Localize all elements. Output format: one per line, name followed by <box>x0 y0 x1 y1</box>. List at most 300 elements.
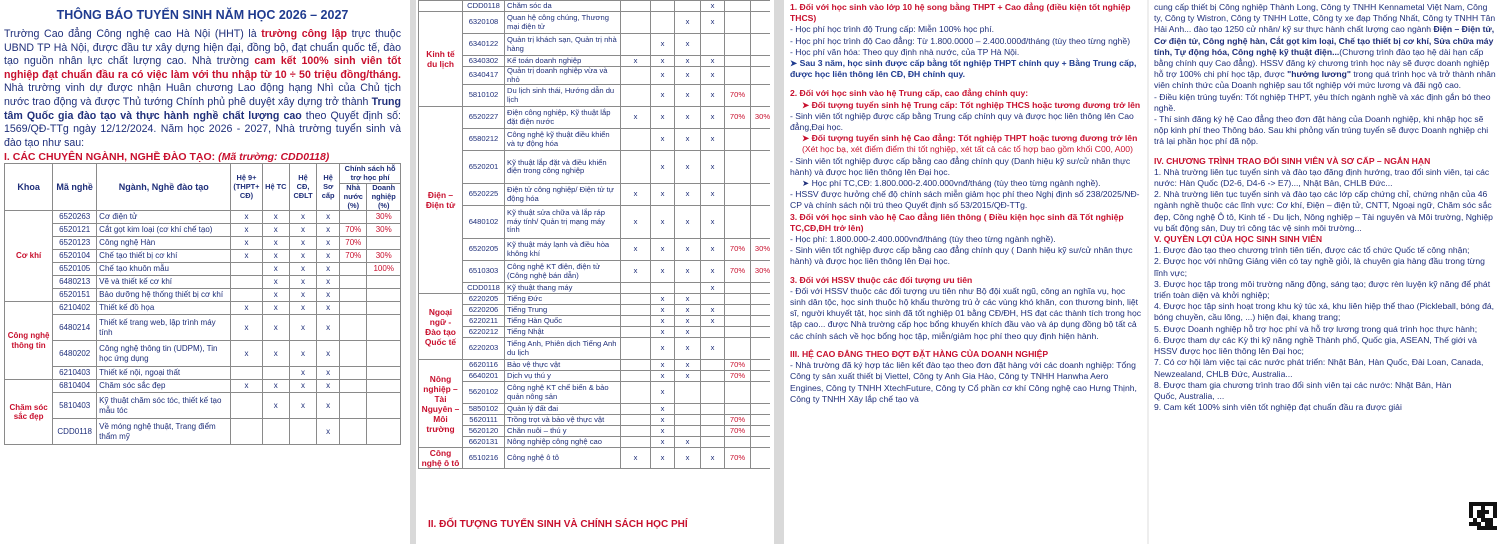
faculty-cell: Cơ khí <box>5 211 53 302</box>
text-line: - Nhà trường đã ký hợp tác liên kết đào tạo theo đơn đặt hàng với các doanh nghiệp: Tổng Công ty sản xuất thiết bị Viettel, Công ty Anh Gia Hào, Công ty TNHH Hanwha Aero Engines, Công ty TNHH XtechFuture, Công ty Cổ phần cơ khí Công nghệ cao Hưng Thịnh, Công ty TNHH Xây lắp chế tạo và <box>790 360 1137 404</box>
level-mark: x <box>651 184 675 206</box>
program-code: 6510303 <box>463 261 505 283</box>
level-mark <box>621 12 651 34</box>
level-mark <box>621 382 651 404</box>
program-code: CDD0118 <box>463 1 505 12</box>
tuition-support <box>751 316 771 327</box>
text-line: 4. Được học tập sinh hoạt trong khu ký túc xá, khu liên hiệp thể thao (Pickleball, bóng đá, bóng chuyền, cầu lông, ...) hiện đại, khang trang; <box>1154 301 1495 323</box>
level-mark: x <box>701 316 725 327</box>
level-mark <box>651 12 675 34</box>
program-name: Công nghệ thông tin (UDPM), Tin học ứng dụng <box>97 341 231 367</box>
tuition-support <box>725 129 751 151</box>
level-mark: x <box>289 380 316 393</box>
section-heading: I. CÁC CHUYÊN NGÀNH, NGHỀ ĐÀO TẠO: (Mã trường: CDD0118) <box>4 151 330 164</box>
page-3 <box>786 0 1146 544</box>
level-mark: x <box>675 294 701 305</box>
tuition-support <box>751 382 771 404</box>
level-mark <box>621 338 651 360</box>
table-row <box>419 12 771 34</box>
tuition-support <box>340 315 367 341</box>
tuition-support <box>725 1 751 12</box>
tuition-support <box>751 360 771 371</box>
table-row <box>419 85 771 107</box>
table-row <box>419 206 771 239</box>
text-line: - Thí sinh đăng ký hệ Cao đẳng theo đơn đặt hàng của Doanh nghiệp, khi nhập học sẽ nộp kinh phí theo Thông báo. Sau khi phỏng vấn trúng tuyển sẽ được Doanh nghiệp chi trả lại phần học phí đã nộp. <box>1154 114 1489 147</box>
faculty-cell: Kinh tế du lịch <box>419 12 463 107</box>
level-mark: x <box>651 67 675 85</box>
level-mark <box>621 426 651 437</box>
program-name: Cắt gọt kim loại (cơ khí chế tạo) <box>97 224 231 237</box>
level-mark: x <box>701 107 725 129</box>
tuition-support <box>751 371 771 382</box>
level-mark: x <box>262 289 289 302</box>
tuition-support: 70% <box>340 237 367 250</box>
text-line: cung cấp thiết bị Công nghiệp Thành Long, Công ty TNHH Kennametal Việt Nam, Công ty, Công ty Wistron, Công ty TNHH Lotte, Công ty xe đạp Thống Nhất, Công ty TNHH Tân Hải Anh... đào tạo 1250 cử nhân/ kỹ sư thực hành chất lượng cao ngành <box>1154 2 1496 35</box>
level-mark: x <box>317 380 340 393</box>
level-mark <box>701 426 725 437</box>
col-tc: Hệ TC <box>262 164 289 211</box>
subheading: ➤ Đối tượng tuyển sinh hệ Trung cấp: Tốt nghiệp THCS hoặc tương đương trở lên <box>802 99 1141 110</box>
text-line: - Đối với HSSV thuộc các đối tượng ưu tiên như Bộ đội xuất ngũ, công an nghĩa vụ, học sinh dân tộc, học sinh thuộc hộ khẩu thường trú ở các vùng khó khăn, con thương binh, liệt sĩ, người khuyết tật, học sinh đã tốt nghiệp 01 bằng CĐ/ĐH, HS đạt các thành tích trong học tập cao... được Nhà trường cấp học bổng khuyến khích đầu vào và áp dụng đồng bộ tất cả các chính sách về học bổng học tập, miễn/giảm học phí theo quy định hiện hành. <box>790 285 1142 341</box>
program-code: 6520121 <box>53 224 97 237</box>
program-code: 6520105 <box>53 263 97 276</box>
level-mark: x <box>231 237 262 250</box>
program-code: 6480102 <box>463 206 505 239</box>
level-mark <box>701 360 725 371</box>
tuition-support: 70% <box>725 239 751 261</box>
program-name: Chế tạo thiết bị cơ khí <box>97 250 231 263</box>
program-name: Tiếng Đức <box>505 294 621 305</box>
tuition-support <box>367 393 401 419</box>
level-mark <box>621 85 651 107</box>
table-row <box>419 34 771 56</box>
program-code: 6520263 <box>53 211 97 224</box>
level-mark: x <box>262 224 289 237</box>
tuition-support <box>751 67 771 85</box>
tuition-support <box>367 289 401 302</box>
level-mark: x <box>262 302 289 315</box>
tuition-support <box>751 206 771 239</box>
tuition-support: 70% <box>340 224 367 237</box>
tuition-support <box>751 129 771 151</box>
level-mark <box>621 404 651 415</box>
level-mark: x <box>701 129 725 151</box>
level-mark: x <box>651 129 675 151</box>
program-code: 6220205 <box>463 294 505 305</box>
tuition-support: 30% <box>367 224 401 237</box>
level-mark: x <box>289 315 316 341</box>
text-line: (Chương trình đào tạo hệ dài hạn cấp bằng chính quy Cao đẳng). HSSV đăng ký chương trình học này sẽ được doanh nghiệp hỗ trợ 100% chi phí học tập, được <box>1154 46 1490 80</box>
table-row <box>419 415 771 426</box>
program-name: Công nghệ KT chế biến & bảo quản nông sản <box>505 382 621 404</box>
level-mark: x <box>675 371 701 382</box>
level-mark: x <box>651 34 675 56</box>
program-code: 6520227 <box>463 107 505 129</box>
level-mark: x <box>289 250 316 263</box>
program-name: Tiếng Hàn Quốc <box>505 316 621 327</box>
program-name: Dịch vụ thú y <box>505 371 621 382</box>
tuition-support <box>725 206 751 239</box>
level-mark: x <box>317 367 340 380</box>
level-mark: x <box>701 239 725 261</box>
tuition-support <box>340 263 367 276</box>
program-code: 6220212 <box>463 327 505 338</box>
table-row <box>5 393 401 419</box>
program-code: 6220203 <box>463 338 505 360</box>
tuition-support <box>367 341 401 367</box>
program-name: Công nghệ Hàn <box>97 237 231 250</box>
program-code: 5620102 <box>463 382 505 404</box>
table-row <box>5 211 401 224</box>
program-name: Kỹ thuật lắp đặt và điều khiển điện trong công nghiệp <box>505 151 621 184</box>
tuition-support <box>751 327 771 338</box>
tuition-support <box>751 85 771 107</box>
tuition-support <box>340 380 367 393</box>
program-name: Điện tử công nghiệp/ Điện tử tự động hóa <box>505 184 621 206</box>
level-mark: x <box>675 360 701 371</box>
table-row <box>419 283 771 294</box>
level-mark <box>701 437 725 448</box>
level-mark: x <box>262 393 289 419</box>
table-row <box>419 184 771 206</box>
tuition-support <box>340 289 367 302</box>
tuition-support <box>725 294 751 305</box>
tuition-support <box>751 56 771 67</box>
program-code: 6480202 <box>53 341 97 367</box>
tuition-support: 30% <box>367 250 401 263</box>
level-mark: x <box>262 263 289 276</box>
program-name: Du lịch sinh thái, Hướng dẫn du lịch <box>505 85 621 107</box>
level-mark: x <box>701 448 725 469</box>
text-line: - Học phí học trình độ Cao đẳng: Từ 1.800.0000 – 2.400.000đ/tháng (tùy theo từng nghề) <box>790 35 1131 46</box>
level-mark: x <box>675 437 701 448</box>
level-mark: x <box>231 211 262 224</box>
level-mark <box>262 367 289 380</box>
level-mark: x <box>262 250 289 263</box>
program-code: 6520201 <box>463 151 505 184</box>
program-code: 6320108 <box>463 12 505 34</box>
level-mark: x <box>289 289 316 302</box>
level-mark: x <box>289 276 316 289</box>
faculty-cell: Công nghệ thông tin <box>5 302 53 380</box>
faculty-cell: Ngoại ngữ - Đào tạo Quốc tế <box>419 294 463 360</box>
intro-text: theo Quyết định số: 1569/QĐ-TTg ngày 12/12/2024. Năm học 2026 - 2027, Nhà trường tuyển sinh và đào tạo như sau: <box>4 109 401 149</box>
programs-table-continued <box>418 0 770 469</box>
level-mark: x <box>675 34 701 56</box>
level-mark <box>675 382 701 404</box>
tuition-support <box>725 437 751 448</box>
text-line: - HSSV được hưởng chế độ chính sách miễn giảm học phí theo Nghị định số 238/2025/NĐ-CP và chính sách nội trú theo Quyết định số 53/2015/QĐ-TTg. <box>790 189 1140 211</box>
table-row <box>419 327 771 338</box>
program-name: Tiếng Nhật <box>505 327 621 338</box>
faculty-cell: Chăm sóc sắc đẹp <box>5 380 53 445</box>
tuition-support: 70% <box>725 415 751 426</box>
text-line: 7. Có cơ hội làm việc tại các nước phát triển: Nhật Bản, Hàn Quốc, Đài Loan, Canada, Newzealand, CHLB Đức, Australia... <box>1154 357 1484 379</box>
level-mark: x <box>651 327 675 338</box>
level-mark: x <box>289 302 316 315</box>
level-mark: x <box>701 305 725 316</box>
program-name: Về móng nghệ thuật, Trang điểm thẩm mỹ <box>97 419 231 445</box>
level-mark: x <box>651 371 675 382</box>
tuition-support: 30% <box>751 107 771 129</box>
program-name: Chăm sóc da <box>505 1 621 12</box>
level-mark: x <box>262 341 289 367</box>
tuition-support <box>751 338 771 360</box>
program-code: 6620116 <box>463 360 505 371</box>
table-row <box>5 276 401 289</box>
program-name: Thiết kế trang web, lập trình máy tính <box>97 315 231 341</box>
level-mark: x <box>701 67 725 85</box>
table-row <box>5 289 401 302</box>
program-name: Kỹ thuật thang máy <box>505 283 621 294</box>
level-mark: x <box>701 1 725 12</box>
level-mark: x <box>675 151 701 184</box>
level-mark: x <box>675 12 701 34</box>
level-mark: x <box>651 151 675 184</box>
program-name: Kỹ thuật chăm sóc tóc, thiết kế tạo mẫu tóc <box>97 393 231 419</box>
tuition-support <box>340 211 367 224</box>
level-mark: x <box>675 107 701 129</box>
program-name: Công nghệ KT điện, điện tử (Công nghệ bán dẫn) <box>505 261 621 283</box>
table-row <box>419 338 771 360</box>
level-mark: x <box>289 367 316 380</box>
heading-section-iii: III. HỆ CAO ĐẲNG THEO ĐỢT ĐẶT HÀNG CỦA DOANH NGHIỆP <box>790 348 1049 359</box>
level-mark: x <box>317 263 340 276</box>
tuition-support <box>751 305 771 316</box>
level-mark: x <box>621 261 651 283</box>
table-row <box>419 437 771 448</box>
faculty-cell: Nông nghiệp – Tài Nguyên – Môi trường <box>419 360 463 448</box>
program-name: Quan hệ công chúng, Thương mại điện tử <box>505 12 621 34</box>
tuition-support: 100% <box>367 263 401 276</box>
tuition-support <box>725 67 751 85</box>
program-name: Chăn nuôi – thú y <box>505 426 621 437</box>
tuition-support <box>340 419 367 445</box>
program-name: Quản lý đất đai <box>505 404 621 415</box>
level-mark: x <box>317 250 340 263</box>
level-mark: x <box>231 380 262 393</box>
level-mark: x <box>675 305 701 316</box>
level-mark: x <box>701 283 725 294</box>
tuition-support <box>340 276 367 289</box>
level-mark <box>621 151 651 184</box>
level-mark: x <box>651 448 675 469</box>
level-mark <box>675 404 701 415</box>
table-row <box>5 302 401 315</box>
level-mark <box>262 419 289 445</box>
level-mark: x <box>317 315 340 341</box>
page-1 <box>0 0 405 544</box>
tuition-support: 70% <box>725 371 751 382</box>
text-line: - Sinh viên tốt nghiệp được cấp bằng cao đẳng chính quy ( Danh hiệu kỹ sư/cử nhân thực hành) và được học liên thông lên Đại học. <box>790 245 1133 267</box>
program-code: 6520151 <box>53 289 97 302</box>
level-mark: x <box>262 315 289 341</box>
program-code: 6220211 <box>463 316 505 327</box>
program-name: Bảo vệ thực vật <box>505 360 621 371</box>
text-line: 6. Được tham dự các Kỳ thi kỹ năng nghề Thành phố, Quốc gia, ASEAN, Thế giới và HSSV được học liên thông lên Đại học; <box>1154 334 1477 357</box>
level-mark <box>701 294 725 305</box>
tuition-support <box>751 184 771 206</box>
tuition-support <box>751 448 771 469</box>
level-mark: x <box>675 85 701 107</box>
program-name: Chế tạo khuôn mẫu <box>97 263 231 276</box>
col-doanh-nghiep: Doanh nghiệp (%) <box>367 184 401 211</box>
program-name: Công nghệ kỹ thuật điều khiển và tự động hóa <box>505 129 621 151</box>
level-mark <box>231 263 262 276</box>
program-code: 5850102 <box>463 404 505 415</box>
program-name: Tiếng Trung <box>505 305 621 316</box>
level-mark: x <box>675 56 701 67</box>
program-name: Tiếng Anh, Phiên dịch Tiếng Anh du lịch <box>505 338 621 360</box>
heading-section-v: V. QUYỀN LỢI CỦA HỌC SINH SINH VIÊN <box>1154 234 1323 245</box>
table-row <box>5 341 401 367</box>
level-mark: x <box>262 211 289 224</box>
level-mark: x <box>701 338 725 360</box>
level-mark: x <box>317 419 340 445</box>
tuition-support <box>751 404 771 415</box>
col-chinh-sach: Chính sách hỗ trợ học phí <box>340 164 401 184</box>
text-line: 2. Được học với những Giảng viên có tay nghề giỏi, là chuyên gia hàng đầu trong từng lĩnh vực; <box>1154 256 1485 278</box>
level-mark <box>675 283 701 294</box>
level-mark: x <box>651 206 675 239</box>
level-mark: x <box>231 224 262 237</box>
level-mark: x <box>701 151 725 184</box>
faculty-cell <box>419 1 463 12</box>
text-line: 2. Nhà trường liên tục tuyển sinh và đào tạo các lớp cấp chứng chỉ, chứng nhận của 46 ngành nghề thuộc các lĩnh vực: Cơ khí, Điện – điện tử, CNTT, Ngoại ngữ, Chăm sóc sắc đẹp, Công nghệ Ô tô, Kinh tế - Du lịch, Nông nghiệp – Tài nguyên và Môi trường, Nghiệp vụ bất động sản, Duy trì công tác vệ sinh môi trường... <box>1154 189 1493 233</box>
tuition-support <box>367 302 401 315</box>
table-row <box>419 294 771 305</box>
tuition-support <box>340 302 367 315</box>
heading-tc-cd: 2. Đối với học sinh vào hệ Trung cấp, cao đẳng chính quy: <box>790 88 1029 99</box>
tuition-support: 70% <box>340 250 367 263</box>
col-cd: Hệ CĐ, CĐLT <box>289 164 316 211</box>
program-name: Cơ điện tử <box>97 211 231 224</box>
tuition-support <box>751 12 771 34</box>
program-code: 6480214 <box>53 315 97 341</box>
table-row <box>419 67 771 85</box>
tuition-support <box>367 237 401 250</box>
program-name: Trồng trọt và bảo vệ thực vật <box>505 415 621 426</box>
subheading: ➤ Đối tượng tuyển sinh hệ Cao đẳng: Tốt nghiệp THPT hoặc tương đương trở lên <box>802 133 1138 144</box>
page-2 <box>418 0 770 544</box>
level-mark: x <box>651 305 675 316</box>
level-mark: x <box>621 239 651 261</box>
level-mark <box>701 404 725 415</box>
tuition-support <box>725 12 751 34</box>
tuition-support <box>725 327 751 338</box>
level-mark <box>231 419 262 445</box>
program-code: 6620131 <box>463 437 505 448</box>
tuition-support <box>725 382 751 404</box>
table-row <box>419 107 771 129</box>
program-code: 6220206 <box>463 305 505 316</box>
level-mark: x <box>289 341 316 367</box>
program-code: 6520205 <box>463 239 505 261</box>
tuition-support: 70% <box>725 261 751 283</box>
intro-highlight: trường công lập <box>261 28 347 40</box>
level-mark <box>651 283 675 294</box>
level-mark: x <box>289 211 316 224</box>
table-row <box>419 448 771 469</box>
text-line: 8. Được tham gia chương trình trao đổi sinh viên tại các nước: Nhật Bản, Hàn Quốc, Australia, ... <box>1154 379 1452 401</box>
tuition-support: 70% <box>725 426 751 437</box>
program-name: Vẽ và thiết kế cơ khí <box>97 276 231 289</box>
level-mark <box>675 415 701 426</box>
level-mark: x <box>675 239 701 261</box>
table-row <box>419 316 771 327</box>
text-line: trong quá trình học và trở thành nhân viên chính thức của Doanh nghiệp sau tốt nghiệp với mức lương và đãi ngộ cao. <box>1154 69 1496 91</box>
level-mark: x <box>675 184 701 206</box>
program-name: Công nghệ ô tô <box>505 448 621 469</box>
table-row <box>419 151 771 184</box>
level-mark: x <box>651 316 675 327</box>
level-mark: x <box>317 341 340 367</box>
level-mark <box>621 316 651 327</box>
table-row <box>419 239 771 261</box>
level-mark: x <box>651 426 675 437</box>
faculty-cell: Công nghệ ô tô <box>419 448 463 469</box>
level-mark <box>701 371 725 382</box>
program-name: Điện công nghiệp, Kỹ thuật lắp đặt điện nước <box>505 107 621 129</box>
level-mark: x <box>621 56 651 67</box>
program-code: 6210402 <box>53 302 97 315</box>
program-name: Chăm sóc sắc đẹp <box>97 380 231 393</box>
level-mark: x <box>651 338 675 360</box>
table-row <box>419 371 771 382</box>
col-he9: Hệ 9+ (THPT+ CĐ) <box>231 164 262 211</box>
qr-code-icon[interactable] <box>1469 502 1497 530</box>
section-ii-heading: II. ĐỐI TƯỢNG TUYỂN SINH VÀ CHÍNH SÁCH HỌC PHÍ <box>428 519 688 530</box>
level-mark <box>621 129 651 151</box>
level-mark: x <box>262 237 289 250</box>
faculty-cell: Điện – Điện tử <box>419 107 463 294</box>
table-row <box>419 1 771 12</box>
level-mark <box>231 276 262 289</box>
tuition-support <box>751 283 771 294</box>
intro-commitment: cam kết 100% sinh viên tốt nghiệp đạt chuẩn đầu ra có việc làm với thu nhập từ 10 ÷ 50 triệu đồng/tháng. <box>4 55 402 81</box>
tuition-support <box>725 151 751 184</box>
col-ma-nghe: Mã nghề <box>53 164 97 211</box>
program-name: Quản trị khách sạn, Quản trị nhà hàng <box>505 34 621 56</box>
program-code: 6340122 <box>463 34 505 56</box>
level-mark <box>701 327 725 338</box>
school-code: (Mã trường: CDD0118) <box>218 151 330 164</box>
program-code: 6520123 <box>53 237 97 250</box>
table-row <box>419 382 771 404</box>
level-mark: x <box>231 315 262 341</box>
tuition-support <box>725 184 751 206</box>
tuition-support <box>367 315 401 341</box>
program-code: 6210403 <box>53 367 97 380</box>
program-code: 5810403 <box>53 393 97 419</box>
level-mark: x <box>651 382 675 404</box>
program-code: 6520225 <box>463 184 505 206</box>
tuition-support: 70% <box>725 85 751 107</box>
level-mark: x <box>621 448 651 469</box>
text-line: - Học phí văn hóa: Theo quy định nhà nước, của TP Hà Nội. <box>790 46 1020 57</box>
tuition-support: 70% <box>725 448 751 469</box>
level-mark: x <box>675 338 701 360</box>
level-mark: x <box>262 380 289 393</box>
program-name: Thiết kế nội, ngoại thất <box>97 367 231 380</box>
program-code: 6580212 <box>463 129 505 151</box>
program-code: 6810404 <box>53 380 97 393</box>
tuition-support <box>725 283 751 294</box>
level-mark: x <box>651 404 675 415</box>
intro-highlight: Trung tâm Quốc gia đào tạo và thực hành nghề chất lượng cao <box>4 95 401 122</box>
tuition-support <box>751 1 771 12</box>
text-line: 5. Được Doanh nghiệp hỗ trợ học phí và hỗ trợ lương trong quá trình học thực hành; <box>1154 323 1478 334</box>
